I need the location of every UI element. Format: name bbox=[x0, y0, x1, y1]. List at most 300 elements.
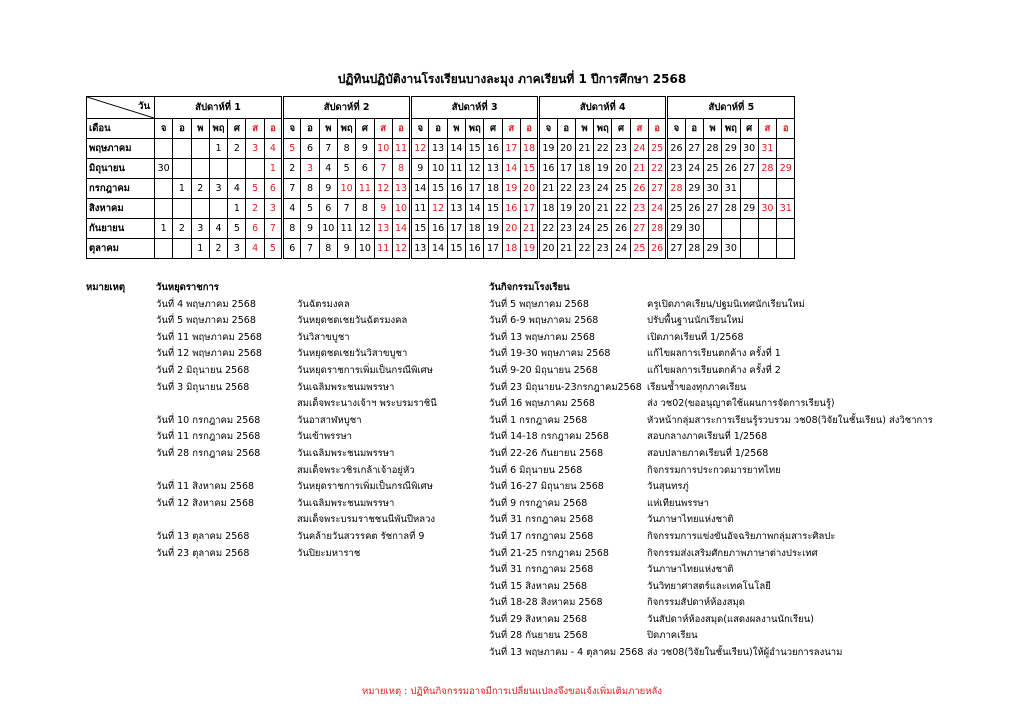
day-of-week-header: อ bbox=[685, 119, 703, 139]
date-cell: 19 bbox=[502, 179, 520, 199]
date-cell: 24 bbox=[630, 139, 648, 159]
note-description: วันฉัตรมงคล bbox=[297, 298, 350, 310]
date-cell: 6 bbox=[246, 219, 264, 239]
note-row bbox=[489, 546, 933, 563]
page-title: ปฏิทินปฏิบัติงานโรงเรียนบางละมุง ภาคเรียนที่ 1 ปีการศึกษา 2568 bbox=[337, 72, 687, 86]
day-of-week-header: พฤ bbox=[337, 119, 355, 139]
day-of-week-header: ศ bbox=[484, 119, 502, 139]
note-row bbox=[156, 413, 437, 430]
note-date: วันที่ 29 สิงหาคม 2568 bbox=[489, 613, 588, 625]
date-cell: 26 bbox=[722, 159, 740, 179]
date-cell: 19 bbox=[594, 159, 612, 179]
date-cell: 8 bbox=[356, 199, 374, 219]
date-cell: 19 bbox=[539, 139, 557, 159]
note-description: วันเฉลิมพระชนมพรรษา bbox=[297, 447, 395, 459]
date-cell: 18 bbox=[520, 139, 538, 159]
date-cell: 4 bbox=[246, 239, 264, 259]
date-cell: 31 bbox=[777, 199, 795, 219]
date-cell bbox=[758, 219, 776, 239]
day-of-week-header: ส bbox=[502, 119, 520, 139]
date-cell bbox=[777, 139, 795, 159]
date-cell: 16 bbox=[502, 199, 520, 219]
date-cell: 30 bbox=[722, 239, 740, 259]
date-cell: 11 bbox=[374, 239, 392, 259]
date-cell bbox=[155, 179, 173, 199]
date-cell bbox=[173, 159, 191, 179]
date-cell: 14 bbox=[466, 199, 484, 219]
note-row bbox=[489, 330, 933, 347]
day-of-week-header: อ bbox=[557, 119, 575, 139]
date-cell bbox=[191, 199, 209, 219]
note-date: วันที่ 16 พฤษภาคม 2568 bbox=[489, 398, 595, 410]
note-date: วันที่ 10 กรกฎาคม 2568 bbox=[156, 414, 261, 426]
note-date: วันที่ 13 พฤษภาคม - 4 ตุลาคม 2568 bbox=[489, 647, 644, 659]
note-date: วันที่ 12 พฤษภาคม 2568 bbox=[156, 348, 262, 360]
date-cell: 26 bbox=[612, 219, 630, 239]
date-cell: 10 bbox=[392, 199, 410, 219]
date-cell: 12 bbox=[356, 219, 374, 239]
date-cell: 14 bbox=[447, 139, 465, 159]
note-description: วันสัปดาห์ห้องสมุด(แสดงผลงานนักเรียน) bbox=[647, 613, 814, 625]
date-cell: 1 bbox=[228, 199, 246, 219]
date-cell: 24 bbox=[649, 199, 667, 219]
date-cell: 6 bbox=[301, 139, 319, 159]
date-cell: 29 bbox=[722, 139, 740, 159]
note-description: เปิดภาคเรียนที่ 1/2568 bbox=[647, 331, 744, 343]
date-cell: 6 bbox=[264, 179, 282, 199]
date-cell: 5 bbox=[228, 219, 246, 239]
date-cell: 11 bbox=[392, 139, 410, 159]
note-date: วันที่ 4 พฤษภาคม 2568 bbox=[156, 298, 256, 310]
note-description: วันสุนทรภู่ bbox=[647, 481, 689, 493]
date-cell: 2 bbox=[173, 219, 191, 239]
date-cell: 28 bbox=[667, 179, 685, 199]
month-label: เดือน bbox=[87, 119, 155, 139]
date-cell: 27 bbox=[740, 159, 758, 179]
date-cell: 3 bbox=[301, 159, 319, 179]
note-date bbox=[156, 512, 297, 529]
date-cell: 27 bbox=[703, 199, 721, 219]
footer-note: หมายเหตุ : ปฏิทินกิจกรรมอาจมีการเปลี่ยนแปลงจึงขอแจ้งเพิ่มเติมภายหลัง bbox=[362, 686, 662, 697]
date-cell: 21 bbox=[594, 199, 612, 219]
note-row bbox=[489, 529, 933, 546]
note-description: หัวหน้ากลุ่มสาระการเรียนรู้รวบรวม วช08(วิจัยในชั้นเรียน) ส่งวิชาการ bbox=[647, 414, 933, 426]
note-row bbox=[156, 496, 437, 513]
note-date: วันที่ 21-25 กรกฎาคม 2568 bbox=[489, 547, 609, 559]
date-cell: 22 bbox=[575, 239, 593, 259]
day-of-week-header: จ bbox=[667, 119, 685, 139]
month-row bbox=[87, 159, 795, 179]
date-cell bbox=[777, 239, 795, 259]
note-date: วันที่ 11 สิงหาคม 2568 bbox=[156, 481, 255, 493]
note-date: วันที่ 1 กรกฎาคม 2568 bbox=[489, 414, 588, 426]
note-date: วันที่ 3 มิถุนายน 2568 bbox=[156, 381, 250, 393]
date-cell: 16 bbox=[484, 139, 502, 159]
note-row bbox=[156, 363, 437, 380]
note-date: วันที่ 22-26 กันยายน 2568 bbox=[489, 447, 604, 459]
note-description: สมเด็จพระวชิรเกล้าเจ้าอยู่หัว bbox=[297, 464, 415, 476]
note-date: วันที่ 5 พฤษภาคม 2568 bbox=[156, 315, 256, 327]
date-cell: 19 bbox=[484, 219, 502, 239]
date-cell: 3 bbox=[191, 219, 209, 239]
date-cell bbox=[246, 159, 264, 179]
date-cell: 17 bbox=[447, 219, 465, 239]
date-cell: 29 bbox=[740, 199, 758, 219]
holidays-section bbox=[156, 280, 437, 562]
date-cell: 12 bbox=[374, 179, 392, 199]
activities-section bbox=[489, 280, 933, 662]
day-of-week-header: พ bbox=[191, 119, 209, 139]
day-of-week-header: ศ bbox=[356, 119, 374, 139]
day-of-week-header: พ bbox=[703, 119, 721, 139]
note-date: วันที่ 6-9 พฤษภาคม 2568 bbox=[489, 315, 599, 327]
date-cell: 27 bbox=[667, 239, 685, 259]
date-cell bbox=[758, 179, 776, 199]
date-cell: 17 bbox=[502, 139, 520, 159]
date-cell: 2 bbox=[283, 159, 301, 179]
month-name: มิถุนายน bbox=[87, 159, 155, 179]
month-row bbox=[87, 199, 795, 219]
date-cell: 26 bbox=[667, 139, 685, 159]
note-date: วันที่ 31 กรกฎาคม 2568 bbox=[489, 514, 594, 526]
date-cell: 28 bbox=[703, 139, 721, 159]
date-cell bbox=[740, 219, 758, 239]
date-cell: 21 bbox=[539, 179, 557, 199]
note-description: วันหยุดชดเชยวันวิสาขบูชา bbox=[297, 348, 408, 360]
activities-title: วันกิจกรรมโรงเรียน bbox=[489, 282, 570, 293]
month-row bbox=[87, 179, 795, 199]
date-cell: 12 bbox=[411, 139, 429, 159]
date-cell: 17 bbox=[466, 179, 484, 199]
day-of-week-header: พฤ bbox=[466, 119, 484, 139]
date-cell: 9 bbox=[374, 199, 392, 219]
date-cell: 17 bbox=[484, 239, 502, 259]
date-cell bbox=[155, 139, 173, 159]
month-row bbox=[87, 239, 795, 259]
note-description: วันภาษาไทยแห่งชาติ bbox=[647, 564, 734, 576]
date-cell bbox=[758, 239, 776, 259]
note-description: วันเข้าพรรษา bbox=[297, 431, 352, 443]
date-cell: 30 bbox=[685, 219, 703, 239]
note-description: ส่ง วช08(วิจัยในชั้นเรียน)ให้ผู้อำนวยการลงนาม bbox=[647, 647, 843, 659]
day-of-week-header: ศ bbox=[612, 119, 630, 139]
date-cell: 30 bbox=[758, 199, 776, 219]
date-cell: 18 bbox=[575, 159, 593, 179]
note-row bbox=[156, 446, 437, 463]
date-cell: 4 bbox=[209, 219, 227, 239]
day-of-week-header: อ bbox=[173, 119, 191, 139]
note-row bbox=[489, 512, 933, 529]
date-cell: 24 bbox=[612, 239, 630, 259]
date-cell bbox=[191, 139, 209, 159]
day-of-week-header: ส bbox=[758, 119, 776, 139]
date-cell: 14 bbox=[429, 239, 447, 259]
calendar-table bbox=[86, 96, 795, 259]
date-cell: 5 bbox=[283, 139, 301, 159]
note-date: วันที่ 11 พฤษภาคม 2568 bbox=[156, 331, 262, 343]
note-date: วันที่ 17 กรกฎาคม 2568 bbox=[489, 530, 594, 542]
note-date: วันที่ 23 มิถุนายน-23กรกฎาคม2568 bbox=[489, 381, 642, 393]
date-cell: 29 bbox=[685, 179, 703, 199]
date-cell: 30 bbox=[740, 139, 758, 159]
date-cell bbox=[173, 139, 191, 159]
note-description: วันเฉลิมพระชนมพรรษา bbox=[297, 497, 395, 509]
date-cell: 2 bbox=[209, 239, 227, 259]
date-cell: 1 bbox=[173, 179, 191, 199]
note-date: วันที่ 16-27 มิถุนายน 2568 bbox=[489, 481, 604, 493]
month-name: กรกฎาคม bbox=[87, 179, 155, 199]
date-cell: 25 bbox=[594, 219, 612, 239]
note-row bbox=[156, 380, 437, 397]
note-date: วันที่ 13 ตุลาคม 2568 bbox=[156, 530, 250, 542]
date-cell: 19 bbox=[557, 199, 575, 219]
note-row bbox=[489, 297, 933, 314]
day-of-week-header: อ bbox=[392, 119, 410, 139]
date-cell: 30 bbox=[155, 159, 173, 179]
day-of-week-header: พ bbox=[319, 119, 337, 139]
day-of-week-header: ส bbox=[630, 119, 648, 139]
date-cell: 26 bbox=[649, 239, 667, 259]
date-cell: 25 bbox=[630, 239, 648, 259]
date-cell: 13 bbox=[484, 159, 502, 179]
note-description: แก้ไขผลการเรียนตกค้าง ครั้งที่ 2 bbox=[647, 364, 781, 376]
date-cell: 7 bbox=[264, 219, 282, 239]
date-cell bbox=[209, 159, 227, 179]
date-cell: 22 bbox=[649, 159, 667, 179]
date-cell bbox=[777, 179, 795, 199]
note-row bbox=[489, 562, 933, 579]
date-cell: 7 bbox=[374, 159, 392, 179]
day-of-week-header: พฤ bbox=[209, 119, 227, 139]
date-cell: 20 bbox=[575, 199, 593, 219]
corner-cell bbox=[87, 97, 155, 119]
note-description: แก้ไขผลการเรียนตกค้าง ครั้งที่ 1 bbox=[647, 348, 781, 360]
note-row bbox=[156, 297, 437, 314]
date-cell: 18 bbox=[539, 199, 557, 219]
date-cell: 23 bbox=[667, 159, 685, 179]
date-cell: 20 bbox=[557, 139, 575, 159]
note-row bbox=[156, 479, 437, 496]
date-cell: 16 bbox=[466, 239, 484, 259]
date-cell: 23 bbox=[557, 219, 575, 239]
note-description: วันคล้ายวันสวรรคต รัชกาลที่ 9 bbox=[297, 530, 425, 542]
date-cell: 1 bbox=[209, 139, 227, 159]
note-date: วันที่ 19-30 พฤษภาคม 2568 bbox=[489, 348, 611, 360]
day-of-week-header: จ bbox=[155, 119, 173, 139]
date-cell: 7 bbox=[301, 239, 319, 259]
note-row bbox=[156, 330, 437, 347]
date-cell: 15 bbox=[429, 179, 447, 199]
note-date: วันที่ 13 พฤษภาคม 2568 bbox=[489, 331, 595, 343]
note-date: วันที่ 6 มิถุนายน 2568 bbox=[489, 464, 583, 476]
date-cell: 9 bbox=[337, 239, 355, 259]
note-row bbox=[489, 496, 933, 513]
date-cell: 7 bbox=[337, 199, 355, 219]
date-cell: 11 bbox=[447, 159, 465, 179]
date-cell: 3 bbox=[209, 179, 227, 199]
date-cell: 24 bbox=[575, 219, 593, 239]
date-cell: 3 bbox=[228, 239, 246, 259]
date-cell: 25 bbox=[649, 139, 667, 159]
day-of-week-header: ศ bbox=[740, 119, 758, 139]
date-cell: 4 bbox=[319, 159, 337, 179]
note-description: วันหยุดราชการเพิ่มเป็นกรณีพิเศษ bbox=[297, 481, 433, 493]
date-cell: 29 bbox=[777, 159, 795, 179]
date-cell: 15 bbox=[466, 139, 484, 159]
note-description: ครูเปิดภาคเรียน/ปฐมนิเทศนักเรียนใหม่ bbox=[647, 298, 805, 310]
day-of-week-header: ส bbox=[374, 119, 392, 139]
holidays-title: วันหยุดราชการ bbox=[156, 282, 219, 293]
note-row bbox=[489, 346, 933, 363]
note-description: เรียนซ้ำของทุกภาคเรียน bbox=[647, 381, 747, 393]
month-row bbox=[87, 219, 795, 239]
date-cell bbox=[173, 239, 191, 259]
date-cell: 20 bbox=[612, 159, 630, 179]
date-cell bbox=[722, 219, 740, 239]
date-cell: 20 bbox=[502, 219, 520, 239]
date-cell: 23 bbox=[612, 139, 630, 159]
month-name: สิงหาคม bbox=[87, 199, 155, 219]
date-cell: 18 bbox=[484, 179, 502, 199]
note-row bbox=[489, 380, 933, 397]
week-header: สัปดาห์ที่ 1 bbox=[155, 97, 283, 119]
day-of-week-header: อ bbox=[429, 119, 447, 139]
date-cell: 24 bbox=[594, 179, 612, 199]
note-row bbox=[489, 645, 933, 662]
date-cell: 31 bbox=[722, 179, 740, 199]
date-cell: 15 bbox=[447, 239, 465, 259]
date-cell: 9 bbox=[319, 179, 337, 199]
note-date: วันที่ 18-28 สิงหาคม 2568 bbox=[489, 597, 603, 609]
note-date: วันที่ 28 กรกฎาคม 2568 bbox=[156, 447, 261, 459]
note-description: วันอาสาฬหบูชา bbox=[297, 414, 362, 426]
date-cell: 12 bbox=[392, 239, 410, 259]
date-cell: 25 bbox=[703, 159, 721, 179]
note-row bbox=[489, 429, 933, 446]
note-description: สอบปลายภาคเรียนที่ 1/2568 bbox=[647, 447, 769, 459]
notes-label: หมายเหตุ bbox=[86, 282, 126, 293]
date-cell: 6 bbox=[356, 159, 374, 179]
date-cell: 10 bbox=[337, 179, 355, 199]
day-of-week-header: อ bbox=[301, 119, 319, 139]
date-cell: 31 bbox=[758, 139, 776, 159]
date-cell: 4 bbox=[264, 139, 282, 159]
month-row bbox=[87, 139, 795, 159]
date-cell: 14 bbox=[392, 219, 410, 239]
note-row bbox=[489, 479, 933, 496]
date-cell bbox=[155, 199, 173, 219]
date-cell: 28 bbox=[685, 239, 703, 259]
date-cell: 21 bbox=[630, 159, 648, 179]
date-cell: 25 bbox=[667, 199, 685, 219]
date-cell: 27 bbox=[630, 219, 648, 239]
date-cell: 8 bbox=[392, 159, 410, 179]
date-cell: 13 bbox=[429, 139, 447, 159]
note-row bbox=[156, 463, 437, 480]
date-cell: 10 bbox=[356, 239, 374, 259]
note-row bbox=[156, 529, 437, 546]
date-cell: 18 bbox=[502, 239, 520, 259]
note-row bbox=[156, 429, 437, 446]
note-row bbox=[156, 546, 437, 563]
day-of-week-header: อ bbox=[520, 119, 538, 139]
note-description: วันหยุดราชการเพิ่มเป็นกรณีพิเศษ bbox=[297, 364, 433, 376]
date-cell: 10 bbox=[429, 159, 447, 179]
date-cell: 15 bbox=[520, 159, 538, 179]
date-cell: 10 bbox=[319, 219, 337, 239]
date-cell bbox=[209, 199, 227, 219]
day-of-week-header: จ bbox=[539, 119, 557, 139]
date-cell: 21 bbox=[575, 139, 593, 159]
note-description: ส่ง วช02(ขออนุญาตใช้แผนการจัดการเรียนรู้) bbox=[647, 398, 835, 410]
day-of-week-header: อ bbox=[649, 119, 667, 139]
date-cell: 21 bbox=[520, 219, 538, 239]
date-cell: 17 bbox=[557, 159, 575, 179]
week-header: สัปดาห์ที่ 5 bbox=[667, 97, 795, 119]
date-cell: 2 bbox=[228, 139, 246, 159]
note-row bbox=[489, 628, 933, 645]
date-cell: 24 bbox=[685, 159, 703, 179]
date-cell: 5 bbox=[246, 179, 264, 199]
note-date: วันที่ 15 สิงหาคม 2568 bbox=[489, 580, 588, 592]
date-cell: 22 bbox=[539, 219, 557, 239]
day-of-week-header: ส bbox=[246, 119, 264, 139]
date-cell: 13 bbox=[374, 219, 392, 239]
month-name: กันยายน bbox=[87, 219, 155, 239]
date-cell: 27 bbox=[685, 139, 703, 159]
date-cell: 16 bbox=[447, 179, 465, 199]
note-description: วันเฉลิมพระชนมพรรษา bbox=[297, 381, 395, 393]
date-cell: 12 bbox=[466, 159, 484, 179]
note-row bbox=[156, 396, 437, 413]
day-of-week-header: พฤ bbox=[722, 119, 740, 139]
date-cell: 30 bbox=[703, 179, 721, 199]
note-row bbox=[489, 313, 933, 330]
note-date: วันที่ 2 มิถุนายน 2568 bbox=[156, 364, 250, 376]
note-date: วันที่ 14-18 กรกฎาคม 2568 bbox=[489, 431, 609, 443]
note-row bbox=[489, 446, 933, 463]
note-date bbox=[156, 463, 297, 480]
date-cell: 9 bbox=[301, 219, 319, 239]
date-cell: 3 bbox=[264, 199, 282, 219]
date-cell: 4 bbox=[283, 199, 301, 219]
day-of-week-header: อ bbox=[264, 119, 282, 139]
date-cell: 11 bbox=[411, 199, 429, 219]
note-date: วันที่ 23 ตุลาคม 2568 bbox=[156, 547, 250, 559]
note-description: กิจกรรมการแข่งขันอัจฉริยภาพกลุ่มสาระศิลปะ bbox=[647, 530, 836, 542]
date-cell: 13 bbox=[447, 199, 465, 219]
note-description: ปรับพื้นฐานนักเรียนใหม่ bbox=[647, 315, 744, 327]
date-cell: 26 bbox=[685, 199, 703, 219]
date-cell: 16 bbox=[539, 159, 557, 179]
date-cell: 7 bbox=[319, 139, 337, 159]
date-cell: 28 bbox=[758, 159, 776, 179]
date-cell: 20 bbox=[539, 239, 557, 259]
date-cell: 23 bbox=[630, 199, 648, 219]
date-cell: 21 bbox=[557, 239, 575, 259]
date-cell: 9 bbox=[411, 159, 429, 179]
month-name: พฤษภาคม bbox=[87, 139, 155, 159]
note-date bbox=[156, 396, 297, 413]
date-cell: 1 bbox=[191, 239, 209, 259]
note-description: สมเด็จพระบรมราชชนนีพันปีหลวง bbox=[297, 514, 436, 526]
date-cell: 14 bbox=[502, 159, 520, 179]
date-cell: 8 bbox=[283, 219, 301, 239]
date-cell: 5 bbox=[264, 239, 282, 259]
note-description: กิจกรรมการประกวดมารยาทไทย bbox=[647, 464, 781, 476]
note-row bbox=[489, 396, 933, 413]
date-cell: 29 bbox=[703, 239, 721, 259]
